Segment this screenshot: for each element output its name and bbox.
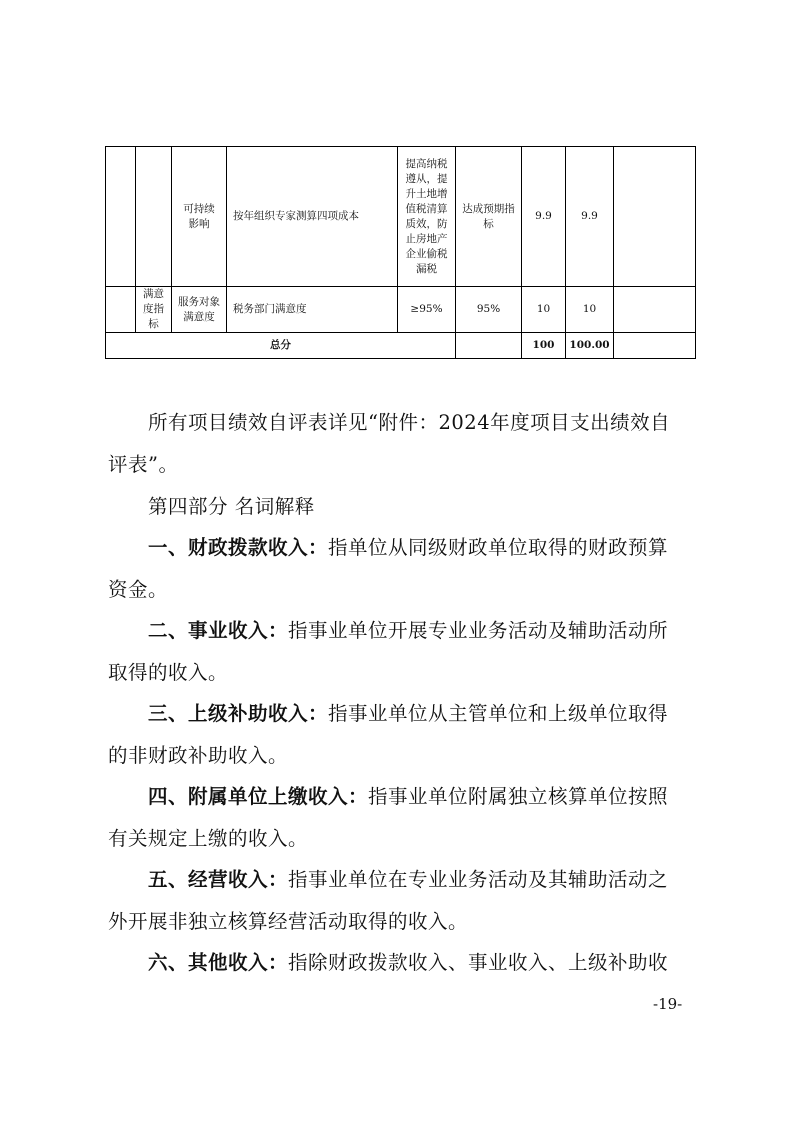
term-label: 三、上级补助收入： [148,702,329,725]
weight-cell: 9.9 [522,147,566,287]
total-row [106,333,696,359]
term-label: 一、财政拨款收入： [148,536,329,559]
term-label: 五、经营收入： [148,868,289,891]
performance-table [105,146,696,359]
section-heading: 第四部分 名词解释 [148,495,315,518]
definition-superior-subsidy-cont: 的非财政补助收入。 [108,744,289,767]
table-row [106,147,696,287]
indicator-cell: 可持续影响 [172,147,227,287]
definition-business-income: 二、事业收入：指事业单位开展专业业务活动及辅助活动所 [148,619,669,642]
page-number: -19- [653,995,683,1013]
reference-paragraph-line-2: 评表”。 [108,453,179,476]
definition-operating-income: 五、经营收入：指事业单位在专业业务活动及其辅助活动之 [148,868,669,891]
note-cell [614,147,696,287]
table-row [106,287,696,333]
empty-cell [106,287,136,333]
empty-cell [456,333,522,359]
definition-business-income-cont: 取得的收入。 [108,661,229,684]
definition-fiscal-appropriation: 一、财政拨款收入：指单位从同级财政单位取得的财政预算 [148,536,669,559]
term-label: 六、其他收入： [148,951,289,974]
empty-cell [106,147,136,287]
total-score-cell: 100.00 [566,333,614,359]
definition-fiscal-appropriation-cont: 资金。 [108,578,169,601]
weight-cell: 10 [522,287,566,333]
definition-other-income: 六、其他收入：指除财政拨款收入、事业收入、上级补助收 [148,951,669,974]
reference-paragraph-line-1: 所有项目绩效自评表详见“附件：2024年度项目支出绩效自 [148,411,671,434]
score-cell: 10 [566,287,614,333]
definition-operating-income-cont: 外开展非独立核算经营活动取得的收入。 [108,910,469,933]
category-cell: 满意度指标 [136,287,172,333]
actual-cell: 达成预期指标 [456,147,522,287]
target-cell: 提高纳税遵从，提升土地增值税清算质效，防止房地产企业偷税漏税 [398,147,456,287]
content-cell: 税务部门满意度 [227,287,398,333]
target-cell: ≥95% [398,287,456,333]
content-cell: 按年组织专家测算四项成本 [227,147,398,287]
total-label-cell: 总分 [106,333,456,359]
definition-subsidiary-remittance-cont: 有关规定上缴的收入。 [108,827,309,850]
term-label: 四、附属单位上缴收入： [148,785,369,808]
note-cell [614,287,696,333]
definition-subsidiary-remittance: 四、附属单位上缴收入：指事业单位附属独立核算单位按照 [148,785,669,808]
term-label: 二、事业收入： [148,619,289,642]
actual-cell: 95% [456,287,522,333]
score-cell: 9.9 [566,147,614,287]
empty-cell [136,147,172,287]
total-weight-cell: 100 [522,333,566,359]
empty-cell [614,333,696,359]
definition-superior-subsidy: 三、上级补助收入：指事业单位从主管单位和上级单位取得 [148,702,669,725]
indicator-cell: 服务对象满意度 [172,287,227,333]
